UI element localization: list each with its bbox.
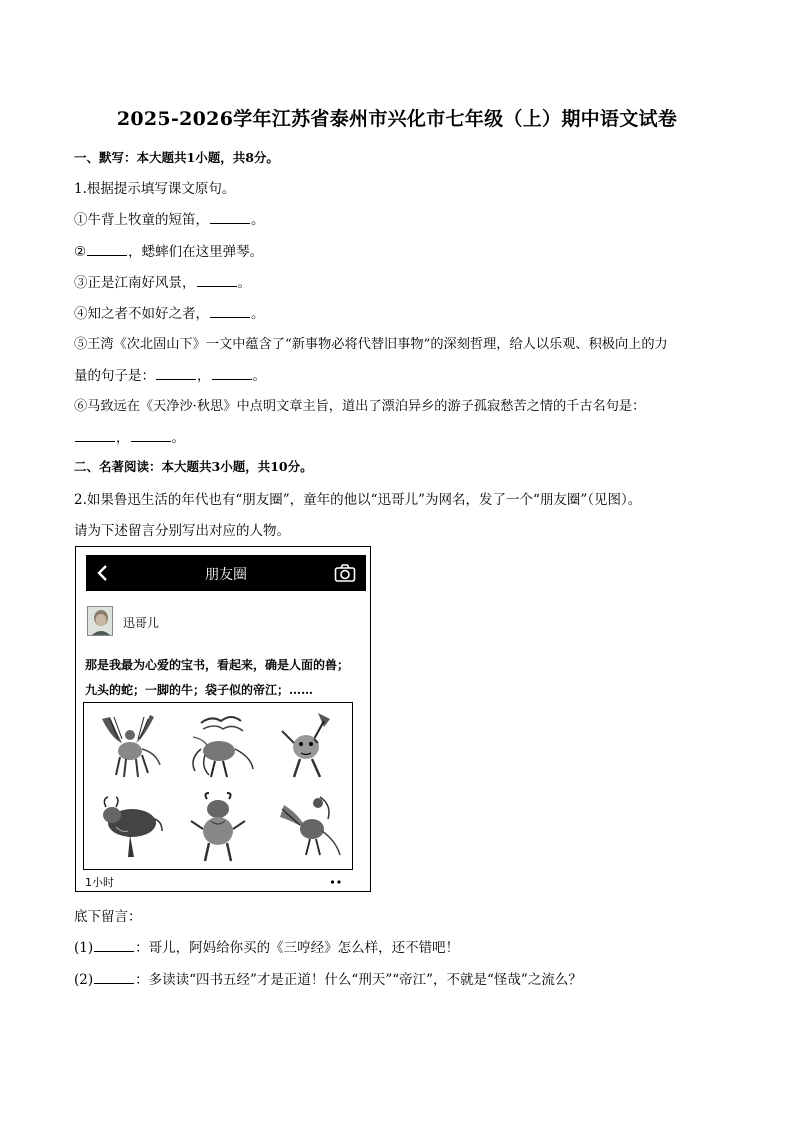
item-6-end: 。 [171, 430, 185, 446]
item-2-text: ② [74, 244, 87, 260]
image-grid[interactable] [83, 702, 353, 870]
answer-blank[interactable] [131, 429, 171, 442]
avatar-portrait-icon [88, 607, 113, 636]
item-5-end: 。 [252, 368, 266, 384]
item-2-end: ，蟋蟀们在这里弹琴。 [128, 244, 264, 260]
section2-heading: 二、名著阅读：本大题共3小题，共10分。 [74, 459, 313, 474]
phoenix-image[interactable] [270, 791, 346, 865]
comment-2-text: ：多读读“四书五经”才是正道！什么“刑天”“帝江”，不就是“怪哉”之流么？ [135, 972, 582, 988]
comment-2-num: (2) [74, 972, 94, 988]
item-6-sep: ， [116, 430, 130, 446]
camera-icon[interactable] [334, 563, 356, 583]
item-1 [74, 208, 265, 228]
answer-blank[interactable] [156, 367, 196, 380]
moments-title: 朋友圈 [205, 567, 247, 583]
nine-headed-beast-image[interactable] [181, 709, 257, 783]
item-5-cont: 量的句子是： [74, 368, 155, 384]
exam-title: 2025-2026学年江苏省泰州市兴化市七年级（上）期中语文试卷 [116, 108, 678, 130]
post-text [85, 653, 367, 703]
post-line-1: 那是我最为心爱的宝书，看起来，确是人面的兽； [85, 658, 350, 672]
answer-blank[interactable] [210, 305, 250, 318]
answer-blank[interactable] [75, 429, 115, 442]
headless-figure-image[interactable] [270, 709, 346, 783]
avatar[interactable] [87, 606, 113, 636]
item-1-text: ①牛背上牧童的短笛， [74, 212, 209, 228]
item-1-end: 。 [251, 212, 265, 228]
post-time: 1小时 [85, 876, 114, 889]
item-2 [74, 240, 263, 260]
answer-blank[interactable] [94, 971, 134, 984]
question-2-line2: 请为下述留言分别写出对应的人物。 [74, 523, 290, 539]
answer-blank[interactable] [94, 939, 134, 952]
post-line-2: 九头的蛇；一脚的牛；袋子似的帝江；…… [85, 683, 314, 697]
one-legged-ox-image[interactable] [92, 791, 168, 865]
item-5-sep: ， [197, 368, 211, 384]
comment-1 [74, 936, 459, 956]
item-5-line1: ⑤王湾《次北固山下》一文中蕴含了“新事物必将代替旧事物”的深刻哲理，给人以乐观、积极向上的力 [74, 337, 668, 352]
section1-heading: 一、默写：本大题共1小题，共8分。 [74, 150, 279, 165]
item-3-text: ③正是江南好风景， [74, 275, 196, 291]
moments-header [86, 555, 366, 591]
more-options-icon[interactable] [330, 880, 342, 884]
item-5-line2 [74, 364, 266, 384]
item-4-end: 。 [251, 306, 265, 322]
item-4 [74, 302, 265, 322]
item-4-text: ④知之者不如好之者， [74, 306, 209, 322]
winged-beast-image[interactable] [92, 709, 168, 783]
comment-2 [74, 968, 582, 988]
username[interactable]: 迅哥儿 [123, 616, 160, 630]
item-3-end: 。 [237, 275, 251, 291]
moments-card [75, 546, 371, 892]
item-6-line2 [74, 426, 185, 446]
question-1: 1.根据提示填写课文原句。 [74, 181, 236, 197]
answer-blank[interactable] [197, 274, 237, 287]
answer-blank[interactable] [210, 211, 250, 224]
item-6-line1: ⑥马致远在《天净沙·秋思》中点明文章主旨，道出了漂泊异乡的游子孤寂愁苦之情的千古名句是： [74, 399, 646, 414]
item-3 [74, 271, 251, 291]
comment-1-text: ：哥儿，阿妈给你买的《三哼经》怎么样，还不错吧！ [135, 940, 460, 956]
answer-blank[interactable] [87, 243, 127, 256]
horned-beast-image[interactable] [181, 791, 257, 865]
comment-1-num: (1) [74, 940, 94, 956]
answer-blank[interactable] [212, 367, 252, 380]
question-2-line1: 2.如果鲁迅生活的年代也有“朋友圈”，童年的他以“迅哥儿”为网名，发了一个“朋友圈”（见图）。 [74, 492, 642, 508]
comments-label: 底下留言： [74, 909, 142, 925]
